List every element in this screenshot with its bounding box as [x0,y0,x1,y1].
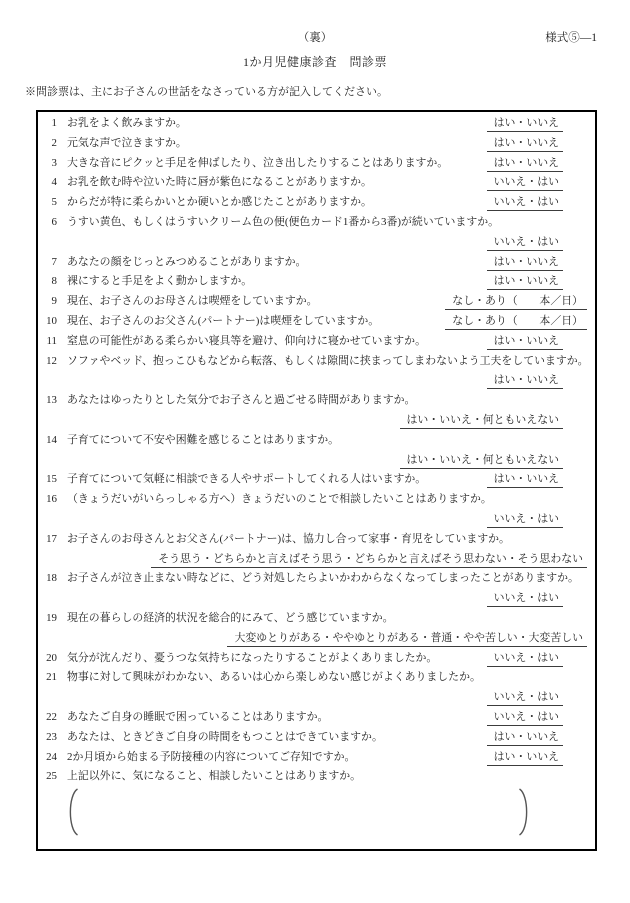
answer-options: はい・いいえ [487,134,563,152]
answer-row [38,411,595,431]
answer-row [38,233,595,253]
question-row [38,134,595,154]
question-text: あなたは、ときどきご自身の時間をもつことはできていますか。 [67,730,383,743]
question-row [38,332,595,352]
answer-options: はい・いいえ [487,154,563,172]
free-response-area [64,788,533,836]
question-row [38,154,595,174]
question-text: 子育てについて不安や困難を感じることはありますか。 [67,433,340,446]
question-text: あなたはゆったりとした気分でお子さんと過ごせる時間がありますか。 [67,394,416,407]
form-code: 様式⑤—1 [545,32,597,44]
answer-options: はい・いいえ [487,371,563,389]
question-text: 大きな音にピクッと手足を伸ばしたり、泣き出したりすることはありますか。 [67,156,449,169]
question-number: 1 [51,117,57,129]
answer-row [38,510,595,530]
answer-options: はい・いいえ・何ともいえない [400,411,563,429]
question-row [38,193,595,213]
question-row [38,253,595,273]
answer-options: はい・いいえ [487,253,563,271]
question-text: お子さんのお母さんとお父さん(パートナー)は、協力し合って家事・育児をしていますか。 [67,532,510,545]
question-row [38,649,595,669]
answer-options: いいえ・はい [487,708,563,726]
question-number: 3 [51,156,57,169]
question-row [38,530,595,550]
question-text: （きょうだいがいらっしゃる方へ）きょうだいのことで相談したいことはありますか。 [67,493,492,506]
question-text: 裸にすると手足をよく動かしますか。 [67,275,253,288]
question-text: 子育てについて気軽に相談できる人やサポートしてくれる人はいますか。 [67,473,427,486]
question-number: 13 [46,394,57,407]
answer-row [38,371,595,391]
questions-box [36,110,597,851]
answer-options: いいえ・はい [487,510,563,528]
answer-options: いいえ・はい [487,649,563,667]
question-number: 22 [46,710,57,723]
answer-options: いいえ・はい [487,193,563,211]
question-number: 23 [46,730,57,743]
question-number: 10 [46,314,57,327]
question-number: 11 [46,334,57,347]
question-text: 窒息の可能性がある柔らかい寝具等を避け、仰向けに寝かせていますか。 [67,334,426,347]
answer-options: はい・いいえ [487,748,563,766]
question-text: ソファやベッド、抱っこひもなどから転落、もしくは隙間に挟まってしまわないよう工夫をしていますか。 [67,354,589,367]
question-row [38,272,595,292]
question-row [38,114,595,134]
answer-options: いいえ・はい [487,589,563,607]
answer-options: なし・あり（ 本／日） [445,292,587,310]
question-number: 6 [51,215,57,228]
answer-options: はい・いいえ [487,332,563,350]
question-number: 14 [46,433,57,446]
question-row [38,569,595,589]
question-row [38,173,595,193]
question-row [38,708,595,728]
question-text: 2か月頃から始まる予防接種の内容についてご存知ですか。 [67,750,356,763]
answer-options: いいえ・はい [487,233,563,251]
question-number: 7 [51,255,57,268]
answer-options: はい・いいえ [487,114,563,132]
question-number: 4 [51,176,57,189]
answer-options: なし・あり（ 本／日） [445,312,587,330]
question-row [38,213,595,233]
question-number: 25 [46,770,57,783]
question-number: 19 [46,611,57,624]
question-row [38,767,595,787]
answer-row [38,629,595,649]
page-side-label: （裏） [297,32,333,44]
question-row [38,312,595,332]
question-row [38,609,595,629]
close-paren-icon [517,788,533,836]
answer-options: 大変ゆとりがある・ややゆとりがある・普通・やや苦しい・大変苦しい [227,629,587,647]
question-number: 5 [51,196,57,209]
answer-row [38,688,595,708]
question-text: 物事に対して興味がわかない、あるいは心から楽しめない感じがよくありましたか。 [67,671,481,684]
question-number: 8 [51,275,57,288]
answer-row [38,589,595,609]
form-note: ※問診票は、主にお子さんの世話をなさっている方が記入してください。 [25,86,388,98]
question-text: あなたご自身の睡眠で困っていることはありますか。 [67,710,329,723]
question-text: 現在の暮らしの経済的状況を総合的にみて、どう感じていますか。 [67,611,394,624]
question-row [38,470,595,490]
answer-options: はい・いいえ [487,272,563,290]
question-number: 16 [46,493,57,506]
answer-options: はい・いいえ・何ともいえない [400,451,563,469]
question-text: お乳を飲む時や泣いた時に唇が紫色になることがありますか。 [67,176,372,189]
question-number: 12 [46,354,57,367]
question-row [38,292,595,312]
question-text: からだが特に柔らかいとか硬いとか感じたことがありますか。 [67,196,372,209]
question-row [38,668,595,688]
answer-options: はい・いいえ [487,728,563,746]
question-row [38,728,595,748]
question-row [38,431,595,451]
page-header [0,0,630,44]
question-row [38,490,595,510]
open-paren-icon [64,788,80,836]
question-text: うすい黄色、もしくはうすいクリーム色の便(便色カード1番から3番)が続いていますか。 [67,215,499,228]
question-row [38,352,595,372]
question-number: 21 [46,671,57,684]
answer-options: いいえ・はい [487,688,563,706]
question-number: 20 [46,651,57,664]
question-number: 18 [46,572,57,585]
form-title: 1か月児健康診査 問診票 [242,55,387,69]
question-text: 気分が沈んだり、憂うつな気持ちになったりすることがよくありましたか。 [67,651,438,664]
answer-options: はい・いいえ [487,470,563,488]
answer-row [38,550,595,570]
question-number: 9 [51,295,57,308]
question-text: 現在、お子さんのお父さん(パートナー)は喫煙をしていますか。 [67,314,380,327]
question-number: 17 [46,532,57,545]
answer-options: いいえ・はい [487,173,563,191]
question-number: 15 [46,473,57,486]
question-text: 上記以外に、気になること、相談したいことはありますか。 [67,770,362,783]
question-row [38,748,595,768]
question-text: お乳をよく飲みますか。 [67,117,187,129]
question-number: 2 [51,136,57,149]
question-number: 24 [46,750,57,763]
answer-row [38,451,595,471]
question-row [38,391,595,411]
question-text: あなたの顔をじっとみつめることがありますか。 [67,255,307,268]
question-text: 現在、お子さんのお母さんは喫煙をしていますか。 [67,295,318,308]
question-text: 元気な声で泣きますか。 [67,136,187,149]
answer-options: そう思う・どちらかと言えばそう思う・どちらかと言えばそう思わない・そう思わない [151,550,587,568]
question-text: お子さんが泣き止まない時などに、どう対処したらよいかわからなくなってしまったことがありますか。 [67,572,579,585]
